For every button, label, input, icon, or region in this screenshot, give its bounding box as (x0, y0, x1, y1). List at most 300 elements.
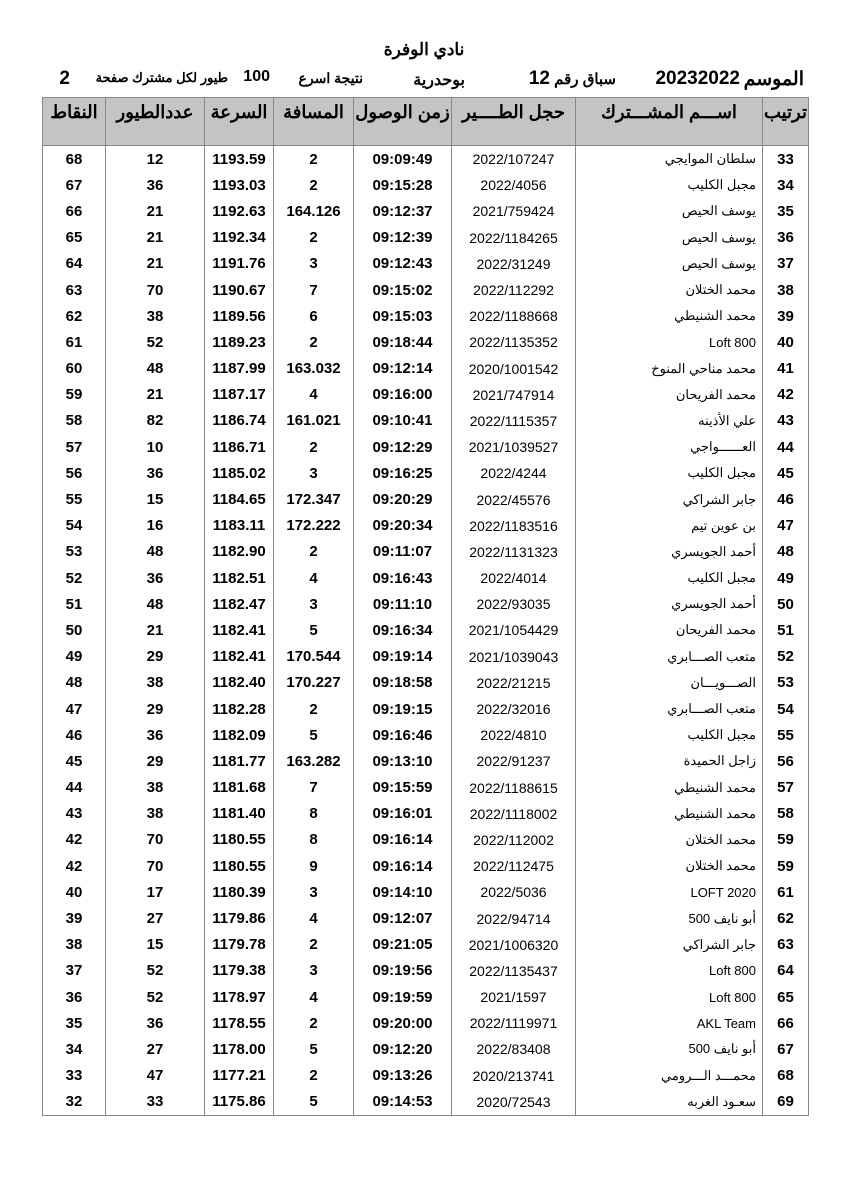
cell-distance: 2 (274, 1063, 354, 1089)
cell-points: 47 (43, 696, 106, 722)
cell-participant: مجبل الكليب (576, 460, 763, 486)
cell-points: 51 (43, 591, 106, 617)
cell-ring: 2022/83408 (452, 1036, 576, 1062)
cell-rank: 46 (763, 486, 809, 512)
cell-speed: 1181.77 (205, 748, 274, 774)
cell-speed: 1182.09 (205, 722, 274, 748)
cell-rank: 40 (763, 329, 809, 355)
cell-rank: 64 (763, 958, 809, 984)
cell-ring: 2022/1119971 (452, 1010, 576, 1036)
cell-distance: 2 (274, 146, 354, 173)
table-row (43, 617, 809, 643)
table-row (43, 329, 809, 355)
cell-distance: 2 (274, 225, 354, 251)
cell-rank: 52 (763, 644, 809, 670)
cell-participant: محمد الشنيطي (576, 775, 763, 801)
cell-points: 42 (43, 853, 106, 879)
cell-arrival-time: 09:19:59 (354, 984, 452, 1010)
cell-bird-count: 27 (106, 905, 205, 931)
cell-bird-count: 33 (106, 1089, 205, 1116)
cell-participant: محمد الفريحان (576, 617, 763, 643)
table-row (43, 958, 809, 984)
cell-ring: 2022/4810 (452, 722, 576, 748)
cell-distance: 2 (274, 329, 354, 355)
table-row (43, 853, 809, 879)
cell-ring: 2020/72543 (452, 1089, 576, 1116)
cell-bird-count: 48 (106, 539, 205, 565)
table-row (43, 251, 809, 277)
cell-points: 36 (43, 984, 106, 1010)
cell-rank: 56 (763, 748, 809, 774)
cell-distance: 172.347 (274, 486, 354, 512)
cell-participant: يوسف الحيص (576, 225, 763, 251)
cell-arrival-time: 09:16:34 (354, 617, 452, 643)
cell-participant: أبو نايف 500 (576, 905, 763, 931)
cell-arrival-time: 09:15:28 (354, 172, 452, 198)
cell-arrival-time: 09:16:25 (354, 460, 452, 486)
cell-arrival-time: 09:13:26 (354, 1063, 452, 1089)
cell-rank: 44 (763, 434, 809, 460)
table-row (43, 775, 809, 801)
cell-points: 54 (43, 513, 106, 539)
race-label: سباق رقم (554, 71, 616, 88)
cell-ring: 2021/1006320 (452, 932, 576, 958)
cell-ring: 2022/4056 (452, 172, 576, 198)
cell-speed: 1193.03 (205, 172, 274, 198)
cell-arrival-time: 09:12:07 (354, 905, 452, 931)
cell-arrival-time: 09:16:43 (354, 565, 452, 591)
cell-ring: 2022/21215 (452, 670, 576, 696)
cell-participant: محمد الشنيطي (576, 801, 763, 827)
cell-arrival-time: 09:11:10 (354, 591, 452, 617)
cell-speed: 1192.34 (205, 225, 274, 251)
cell-ring: 2021/1597 (452, 984, 576, 1010)
cell-arrival-time: 09:12:37 (354, 198, 452, 224)
cell-ring: 2021/1039527 (452, 434, 576, 460)
season-label: الموسم (743, 69, 804, 90)
cell-participant: جابر الشراكي (576, 486, 763, 512)
column-header-distance: المسافة (274, 98, 354, 146)
cell-arrival-time: 09:15:59 (354, 775, 452, 801)
cell-rank: 61 (763, 879, 809, 905)
cell-arrival-time: 09:11:07 (354, 539, 452, 565)
cell-rank: 57 (763, 775, 809, 801)
cell-speed: 1187.17 (205, 382, 274, 408)
table-row (43, 408, 809, 434)
table-row (43, 591, 809, 617)
cell-bird-count: 36 (106, 460, 205, 486)
cell-participant: سعـود الغربه (576, 1089, 763, 1116)
cell-participant: أبو نايف 500 (576, 1036, 763, 1062)
cell-ring: 2022/1188668 (452, 303, 576, 329)
race-number: 12 (528, 68, 550, 89)
cell-arrival-time: 09:12:39 (354, 225, 452, 251)
cell-speed: 1182.28 (205, 696, 274, 722)
cell-rank: 59 (763, 827, 809, 853)
cell-rank: 36 (763, 225, 809, 251)
cell-rank: 53 (763, 670, 809, 696)
cell-bird-count: 21 (106, 225, 205, 251)
cell-arrival-time: 09:12:43 (354, 251, 452, 277)
cell-participant: بن عوين تيم (576, 513, 763, 539)
cell-arrival-time: 09:14:53 (354, 1089, 452, 1116)
cell-rank: 66 (763, 1010, 809, 1036)
cell-speed: 1193.59 (205, 146, 274, 173)
cell-ring: 2022/94714 (452, 905, 576, 931)
cell-bird-count: 38 (106, 775, 205, 801)
cell-bird-count: 15 (106, 486, 205, 512)
cell-ring: 2022/1131323 (452, 539, 576, 565)
cell-ring: 2022/45576 (452, 486, 576, 512)
cell-speed: 1187.99 (205, 356, 274, 382)
cell-points: 55 (43, 486, 106, 512)
cell-bird-count: 36 (106, 1010, 205, 1036)
cell-participant: متعب الصـــابري (576, 644, 763, 670)
cell-bird-count: 36 (106, 172, 205, 198)
cell-points: 38 (43, 932, 106, 958)
cell-speed: 1175.86 (205, 1089, 274, 1116)
table-row (43, 565, 809, 591)
cell-points: 43 (43, 801, 106, 827)
table-row (43, 827, 809, 853)
cell-speed: 1182.90 (205, 539, 274, 565)
cell-points: 34 (43, 1036, 106, 1062)
cell-distance: 3 (274, 460, 354, 486)
cell-arrival-time: 09:20:00 (354, 1010, 452, 1036)
cell-participant: Loft 800 (576, 984, 763, 1010)
cell-arrival-time: 09:09:49 (354, 146, 452, 173)
table-row (43, 460, 809, 486)
cell-bird-count: 70 (106, 853, 205, 879)
cell-distance: 6 (274, 303, 354, 329)
column-header-ring: حجل الطــــير (452, 98, 576, 146)
column-header-arrival-time: زمن الوصول (354, 98, 452, 146)
cell-speed: 1191.76 (205, 251, 274, 277)
cell-rank: 41 (763, 356, 809, 382)
cell-rank: 68 (763, 1063, 809, 1089)
cell-bird-count: 12 (106, 146, 205, 173)
table-row (43, 382, 809, 408)
cell-speed: 1190.67 (205, 277, 274, 303)
cell-points: 67 (43, 172, 106, 198)
cell-speed: 1178.97 (205, 984, 274, 1010)
cell-participant: محمد الشنيطي (576, 303, 763, 329)
cell-distance: 4 (274, 382, 354, 408)
cell-bird-count: 52 (106, 958, 205, 984)
cell-participant: مجبل الكليب (576, 722, 763, 748)
cell-points: 56 (43, 460, 106, 486)
cell-rank: 62 (763, 905, 809, 931)
cell-rank: 49 (763, 565, 809, 591)
cell-distance: 9 (274, 853, 354, 879)
cell-speed: 1186.71 (205, 434, 274, 460)
cell-rank: 47 (763, 513, 809, 539)
result-label: نتيجة اسرع (298, 70, 363, 86)
cell-speed: 1177.21 (205, 1063, 274, 1089)
cell-points: 59 (43, 382, 106, 408)
cell-distance: 161.021 (274, 408, 354, 434)
table-row (43, 303, 809, 329)
column-header-rank: ترتيب (763, 98, 809, 146)
cell-participant: محمد الختلان (576, 277, 763, 303)
cell-participant: سلطان الموايجي (576, 146, 763, 173)
cell-participant: Loft 800 (576, 958, 763, 984)
cell-arrival-time: 09:16:14 (354, 853, 452, 879)
cell-participant: زاجل الحميدة (576, 748, 763, 774)
cell-ring: 2022/1135352 (452, 329, 576, 355)
table-row (43, 172, 809, 198)
cell-speed: 1179.38 (205, 958, 274, 984)
cell-points: 37 (43, 958, 106, 984)
cell-points: 60 (43, 356, 106, 382)
table-row (43, 879, 809, 905)
cell-arrival-time: 09:12:14 (354, 356, 452, 382)
cell-rank: 63 (763, 932, 809, 958)
cell-bird-count: 52 (106, 329, 205, 355)
cell-points: 68 (43, 146, 106, 173)
cell-bird-count: 21 (106, 198, 205, 224)
header-row (43, 98, 809, 146)
cell-rank: 59 (763, 853, 809, 879)
column-header-points: النقاط (43, 98, 106, 146)
season-value: 20232022 (655, 68, 740, 89)
table-row (43, 513, 809, 539)
cell-points: 49 (43, 644, 106, 670)
cell-arrival-time: 09:16:01 (354, 801, 452, 827)
cell-arrival-time: 09:16:14 (354, 827, 452, 853)
cell-participant: علي الأذينه (576, 408, 763, 434)
cell-points: 53 (43, 539, 106, 565)
cell-ring: 2022/107247 (452, 146, 576, 173)
cell-ring: 2020/1001542 (452, 356, 576, 382)
cell-bird-count: 48 (106, 591, 205, 617)
cell-rank: 48 (763, 539, 809, 565)
cell-ring: 2022/1184265 (452, 225, 576, 251)
cell-arrival-time: 09:13:10 (354, 748, 452, 774)
cell-rank: 38 (763, 277, 809, 303)
cell-points: 64 (43, 251, 106, 277)
cell-bird-count: 29 (106, 644, 205, 670)
cell-bird-count: 21 (106, 617, 205, 643)
cell-speed: 1184.65 (205, 486, 274, 512)
cell-bird-count: 17 (106, 879, 205, 905)
cell-speed: 1182.41 (205, 617, 274, 643)
cell-points: 58 (43, 408, 106, 434)
table-row (43, 539, 809, 565)
cell-points: 35 (43, 1010, 106, 1036)
cell-speed: 1182.51 (205, 565, 274, 591)
cell-points: 33 (43, 1063, 106, 1089)
cell-speed: 1178.55 (205, 1010, 274, 1036)
table-row (43, 644, 809, 670)
cell-arrival-time: 09:20:34 (354, 513, 452, 539)
cell-points: 52 (43, 565, 106, 591)
cell-distance: 163.282 (274, 748, 354, 774)
table-row (43, 434, 809, 460)
cell-distance: 4 (274, 905, 354, 931)
cell-speed: 1183.11 (205, 513, 274, 539)
cell-speed: 1182.40 (205, 670, 274, 696)
cell-participant: LOFT 2020 (576, 879, 763, 905)
cell-speed: 1182.41 (205, 644, 274, 670)
cell-points: 45 (43, 748, 106, 774)
cell-rank: 50 (763, 591, 809, 617)
cell-speed: 1186.74 (205, 408, 274, 434)
table-row (43, 1063, 809, 1089)
cell-distance: 8 (274, 801, 354, 827)
cell-distance: 172.222 (274, 513, 354, 539)
cell-distance: 2 (274, 932, 354, 958)
cell-arrival-time: 09:18:44 (354, 329, 452, 355)
cell-bird-count: 29 (106, 748, 205, 774)
cell-points: 39 (43, 905, 106, 931)
cell-distance: 170.227 (274, 670, 354, 696)
table-row (43, 486, 809, 512)
table-row (43, 905, 809, 931)
cell-distance: 5 (274, 1089, 354, 1116)
table-row (43, 225, 809, 251)
cell-rank: 65 (763, 984, 809, 1010)
table-row (43, 722, 809, 748)
cell-speed: 1192.63 (205, 198, 274, 224)
cell-ring: 2022/112002 (452, 827, 576, 853)
cell-bird-count: 38 (106, 801, 205, 827)
cell-participant: أحمد الجويسري (576, 539, 763, 565)
cell-distance: 5 (274, 617, 354, 643)
cell-distance: 2 (274, 1010, 354, 1036)
table-row (43, 1036, 809, 1062)
cell-ring: 2022/112292 (452, 277, 576, 303)
cell-arrival-time: 09:20:29 (354, 486, 452, 512)
cell-distance: 2 (274, 172, 354, 198)
cell-arrival-time: 09:16:00 (354, 382, 452, 408)
table-row (43, 984, 809, 1010)
cell-ring: 2022/93035 (452, 591, 576, 617)
cell-distance: 164.126 (274, 198, 354, 224)
cell-rank: 54 (763, 696, 809, 722)
cell-participant: Loft 800 (576, 329, 763, 355)
table-row (43, 356, 809, 382)
cell-participant: مجبل الكليب (576, 172, 763, 198)
cell-participant: محمد الفريحان (576, 382, 763, 408)
cell-distance: 5 (274, 722, 354, 748)
cell-rank: 43 (763, 408, 809, 434)
cell-points: 40 (43, 879, 106, 905)
cell-ring: 2022/1115357 (452, 408, 576, 434)
cell-participant: محمد الختلان (576, 853, 763, 879)
cell-bird-count: 82 (106, 408, 205, 434)
cell-arrival-time: 09:18:58 (354, 670, 452, 696)
cell-ring: 2022/1118002 (452, 801, 576, 827)
cell-bird-count: 52 (106, 984, 205, 1010)
cell-points: 48 (43, 670, 106, 696)
cell-bird-count: 38 (106, 670, 205, 696)
results-table (42, 97, 809, 1116)
cell-speed: 1185.02 (205, 460, 274, 486)
cell-rank: 67 (763, 1036, 809, 1062)
cell-bird-count: 15 (106, 932, 205, 958)
cell-participant: محمد مناحي المنوخ (576, 356, 763, 382)
cell-arrival-time: 09:14:10 (354, 879, 452, 905)
per-participant-label: طيور لكل مشترك صفحة (95, 70, 228, 85)
cell-rank: 58 (763, 801, 809, 827)
page-number: 2 (59, 68, 70, 89)
cell-points: 32 (43, 1089, 106, 1116)
cell-distance: 3 (274, 591, 354, 617)
cell-ring: 2021/1054429 (452, 617, 576, 643)
cell-points: 61 (43, 329, 106, 355)
cell-rank: 55 (763, 722, 809, 748)
cell-speed: 1182.47 (205, 591, 274, 617)
cell-points: 66 (43, 198, 106, 224)
cell-points: 46 (43, 722, 106, 748)
cell-arrival-time: 09:19:56 (354, 958, 452, 984)
cell-ring: 2022/112475 (452, 853, 576, 879)
column-header-bird-count: عددالطيور (106, 98, 205, 146)
table-row (43, 670, 809, 696)
cell-ring: 2022/91237 (452, 748, 576, 774)
table-row (43, 801, 809, 827)
cell-ring: 2021/747914 (452, 382, 576, 408)
cell-arrival-time: 09:16:46 (354, 722, 452, 748)
column-header-participant: اســـم المشـــترك (576, 98, 763, 146)
cell-points: 63 (43, 277, 106, 303)
cell-bird-count: 16 (106, 513, 205, 539)
cell-rank: 69 (763, 1089, 809, 1116)
cell-rank: 37 (763, 251, 809, 277)
cell-bird-count: 27 (106, 1036, 205, 1062)
cell-ring: 2022/1183516 (452, 513, 576, 539)
cell-rank: 51 (763, 617, 809, 643)
cell-rank: 39 (763, 303, 809, 329)
cell-distance: 7 (274, 775, 354, 801)
cell-speed: 1179.78 (205, 932, 274, 958)
cell-rank: 35 (763, 198, 809, 224)
cell-distance: 170.544 (274, 644, 354, 670)
cell-arrival-time: 09:15:02 (354, 277, 452, 303)
cell-arrival-time: 09:19:14 (354, 644, 452, 670)
cell-bird-count: 70 (106, 827, 205, 853)
cell-participant: الصـــويـــان (576, 670, 763, 696)
cell-bird-count: 38 (106, 303, 205, 329)
cell-arrival-time: 09:12:20 (354, 1036, 452, 1062)
cell-rank: 42 (763, 382, 809, 408)
cell-arrival-time: 09:21:05 (354, 932, 452, 958)
cell-bird-count: 36 (106, 722, 205, 748)
cell-speed: 1181.40 (205, 801, 274, 827)
cell-distance: 4 (274, 565, 354, 591)
cell-points: 44 (43, 775, 106, 801)
cell-bird-count: 21 (106, 251, 205, 277)
cell-participant: محمـــد الـــرومي (576, 1063, 763, 1089)
cell-participant: AKL Team (576, 1010, 763, 1036)
table-row (43, 932, 809, 958)
cell-bird-count: 47 (106, 1063, 205, 1089)
table-row (43, 146, 809, 173)
table-row (43, 1089, 809, 1116)
cell-ring: 2022/4244 (452, 460, 576, 486)
cell-rank: 34 (763, 172, 809, 198)
cell-distance: 2 (274, 434, 354, 460)
cell-rank: 33 (763, 146, 809, 173)
cell-ring: 2022/5036 (452, 879, 576, 905)
cell-distance: 163.032 (274, 356, 354, 382)
cell-distance: 8 (274, 827, 354, 853)
cell-points: 62 (43, 303, 106, 329)
cell-speed: 1181.68 (205, 775, 274, 801)
cell-participant: محمد الختلان (576, 827, 763, 853)
cell-arrival-time: 09:10:41 (354, 408, 452, 434)
